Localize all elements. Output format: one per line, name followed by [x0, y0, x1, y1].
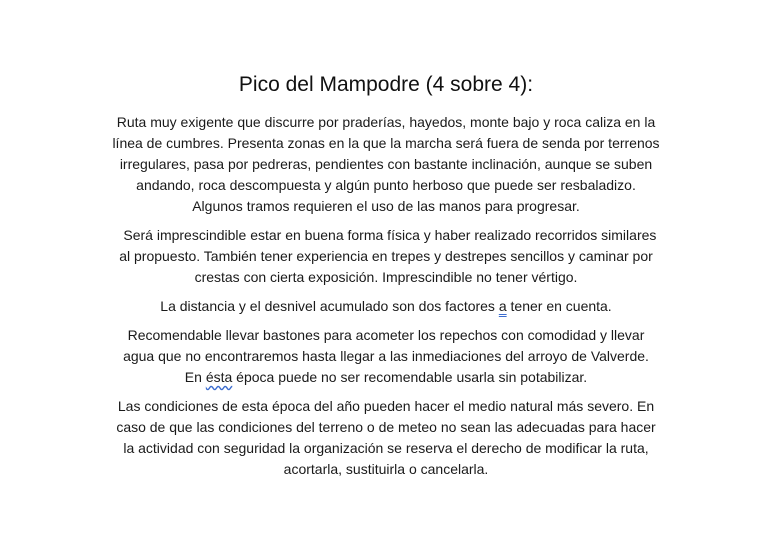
text-segment: época puede no ser recomendable usarla sin potabilizar.	[232, 369, 588, 385]
text-line: andando, roca descompuesta y algún punto herboso que puede ser resbaladizo.	[136, 177, 636, 193]
text-line: Recomendable llevar bastones para acometer los repechos con comodidad y llevar	[127, 327, 645, 343]
paragraph-distance	[102, 296, 670, 317]
text-line: Las condiciones de esta época del año pueden hacer el medio natural más severo. En	[117, 398, 655, 414]
text-line: irregulares, pasa por pedreras, pendientes con bastante inclinación, aunque se suben	[119, 156, 653, 172]
document-body	[102, 112, 670, 488]
text-line: Ruta muy exigente que discurre por praderías, hayedos, monte bajo y roca caliza en la	[116, 114, 656, 130]
text-line: al propuesto. También tener experiencia en trepes y destrepes sencillos y caminar por	[119, 248, 653, 264]
text-segment: En	[184, 369, 206, 385]
grammar-marked-word[interactable]: ésta	[205, 369, 233, 385]
text-line: caso de que las condiciones del terreno o de meteo no sean las adecuadas para hacer	[116, 419, 656, 435]
text-line	[102, 296, 670, 317]
text-line: la actividad con seguridad la organización se reserva el derecho de modificar la ruta,	[123, 440, 649, 456]
text-line: Algunos tramos requieren el uso de las manos para progresar.	[192, 198, 580, 214]
text-line: línea de cumbres. Presenta zonas en la que la marcha será fuera de senda por terrenos	[112, 135, 660, 151]
text-line	[102, 367, 670, 388]
text-line: crestas con cierta exposición. Imprescindible no tener vértigo.	[194, 269, 578, 285]
grammar-marked-word[interactable]: a	[498, 298, 507, 314]
paragraph-conditions	[102, 396, 670, 480]
document-title: Pico del Mampodre (4 sobre 4):	[238, 73, 534, 96]
text-segment: tener en cuenta.	[506, 298, 612, 314]
paragraph-route-description	[102, 112, 670, 217]
text-line: acortarla, sustituirla o cancelarla.	[283, 461, 489, 477]
paragraph-requirements	[102, 225, 670, 288]
paragraph-equipment	[102, 325, 670, 388]
text-line: Será imprescindible estar en buena forma física y haber realizado recorridos similares	[115, 227, 657, 243]
text-segment: La distancia y el desnivel acumulado son dos factores	[160, 298, 499, 314]
text-line: agua que no encontraremos hasta llegar a las inmediaciones del arroyo de Valverde.	[123, 348, 649, 364]
